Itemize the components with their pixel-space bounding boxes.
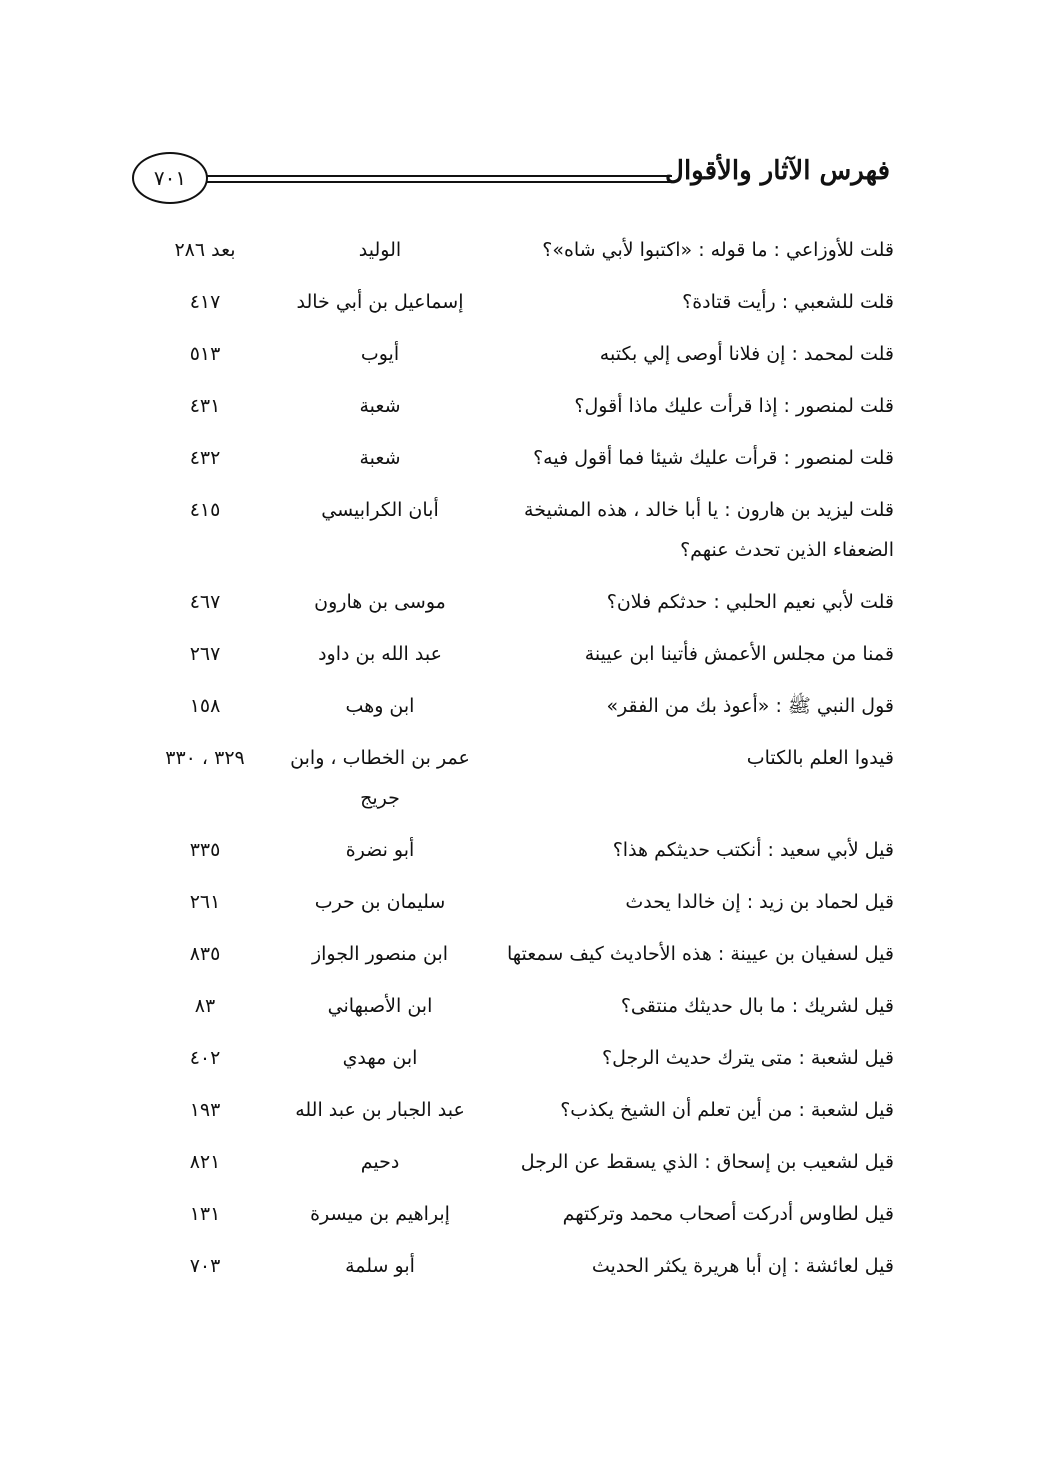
entry-narrator: ابن مهدي (342, 1047, 418, 1069)
entry-page: ١٩٣ (189, 1099, 221, 1121)
entry-page: ١٣١ (189, 1203, 221, 1225)
index-entry (130, 1142, 900, 1182)
entry-page: ٤١٧ (189, 291, 221, 313)
entry-phrase: قيل لشريك : ما بال حديثك منتقى؟ (620, 995, 894, 1017)
entry-narrator: شعبة (359, 447, 401, 469)
entry-phrase: قيل لشعبة : متى يترك حديث الرجل؟ (601, 1047, 894, 1069)
page-header (0, 148, 1040, 208)
index-entry (130, 1194, 900, 1234)
page-title: فهرس الآثار والأقوال (665, 156, 890, 186)
entry-page: ٤٣١ (189, 395, 221, 417)
entry-narrator: إسماعيل بن أبي خالد (296, 291, 464, 313)
entry-narrator: ابن وهب (345, 695, 415, 717)
entry-phrase: قيدوا العلم بالكتاب (746, 747, 894, 769)
entry-page: ٤٠٢ (189, 1047, 221, 1069)
index-entry (130, 1090, 900, 1130)
entry-phrase: قيل لشعيب بن إسحاق : الذي يسقط عن الرجل (520, 1151, 894, 1173)
entry-narrator: عمر بن الخطاب ، وابن جريج (290, 747, 470, 809)
entry-phrase: قيل لسفيان بن عيينة : هذه الأحاديث كيف سمعتها (506, 943, 894, 965)
entry-narrator: عبد الله بن داود (318, 643, 442, 665)
entry-page: ٨٣ (194, 995, 216, 1017)
entry-phrase: قيل لعائشة : إن أبا هريرة يكثر الحديث (591, 1255, 894, 1277)
entry-page: ١٥٨ (189, 695, 221, 717)
index-entry (130, 686, 900, 726)
entry-phrase: قمنا من مجلس الأعمش فأتينا ابن عيينة (584, 643, 894, 665)
entry-narrator: ابن الأصبهاني (327, 995, 433, 1017)
index-entry (130, 386, 900, 426)
entry-narrator: سليمان بن حرب (314, 891, 446, 913)
entry-phrase: قلت لمنصور : قرأت عليك شيئا فما أقول فيه؟ (533, 447, 894, 469)
index-entry (130, 986, 900, 1026)
index-entry (130, 1246, 900, 1286)
entry-narrator: إبراهيم بن ميسرة (310, 1203, 450, 1225)
entry-page: ٨٢١ (189, 1151, 221, 1173)
index-entry (130, 882, 900, 922)
entry-page: ٢٦٧ (189, 643, 221, 665)
index-entry (130, 738, 900, 818)
header-double-rule (206, 175, 672, 183)
entry-phrase: قيل لأبي سعيد : أنكتب حديثكم هذا؟ (612, 839, 894, 861)
entry-narrator: عبد الجبار بن عبد الله (295, 1099, 465, 1121)
index-entry (130, 490, 900, 570)
page-number: ٧٠١ (153, 166, 187, 190)
entry-page: ٢٦١ (189, 891, 221, 913)
index-entry (130, 634, 900, 674)
entry-page: ٣٣٥ (189, 839, 221, 861)
entry-phrase: قلت لمنصور : إذا قرأت عليك ماذا أقول؟ (574, 395, 894, 417)
entry-phrase: قلت لأبي نعيم الحلبي : حدثكم فلان؟ (606, 591, 894, 613)
entry-phrase: قول النبي ﷺ : «أعوذ بك من الفقر» (606, 695, 894, 717)
entry-narrator: أبو سلمة (345, 1255, 415, 1277)
entry-narrator: شعبة (359, 395, 401, 417)
entry-narrator: الوليد (358, 239, 402, 261)
index-entry (130, 830, 900, 870)
entry-page: ٥١٣ (189, 343, 221, 365)
page-number-badge (132, 152, 208, 204)
entry-narrator: ابن منصور الجواز (311, 943, 449, 965)
entry-page: ٣٢٩ ، ٣٣٠ (165, 747, 245, 769)
entry-phrase: قيل لحماد بن زيد : إن خالدا يحدث (625, 891, 894, 913)
entry-narrator: موسى بن هارون (314, 591, 446, 613)
entry-page: ٤٦٧ (189, 591, 221, 613)
entry-page: ٧٠٣ (189, 1255, 221, 1277)
entry-phrase: قيل لطاوس أدركت أصحاب محمد وتركتهم (562, 1203, 894, 1225)
entry-narrator: أبان الكرابيسي (321, 499, 439, 521)
entry-narrator: أبو نضرة (345, 839, 415, 861)
entry-page: ٤٣٢ (189, 447, 221, 469)
index-entry (130, 934, 900, 974)
entry-narrator: دحيم (360, 1151, 400, 1173)
entry-phrase: قلت للشعبي : رأيت قتادة؟ (682, 291, 894, 313)
index-entry (130, 334, 900, 374)
entry-page: ٤١٥ (189, 499, 221, 521)
entry-page: ٨٣٥ (189, 943, 221, 965)
index-entry (130, 230, 900, 270)
entry-narrator: أيوب (360, 343, 400, 365)
index-entry (130, 438, 900, 478)
index-table (130, 230, 900, 1298)
index-entry (130, 1038, 900, 1078)
entry-page: بعد ٢٨٦ (174, 239, 236, 261)
index-entry (130, 282, 900, 322)
entry-phrase: قلت للأوزاعي : ما قوله : «اكتبوا لأبي شاه»؟ (542, 239, 894, 261)
entry-phrase: قلت لمحمد : إن فلانا أوصى إلي بكتبه (599, 343, 894, 365)
index-entry (130, 582, 900, 622)
entry-phrase: قيل لشعبة : من أين تعلم أن الشيخ يكذب؟ (560, 1099, 894, 1121)
entry-phrase: قلت ليزيد بن هارون : يا أبا خالد ، هذه المشيخة الضعفاء الذين تحدث عنهم؟ (524, 499, 894, 561)
